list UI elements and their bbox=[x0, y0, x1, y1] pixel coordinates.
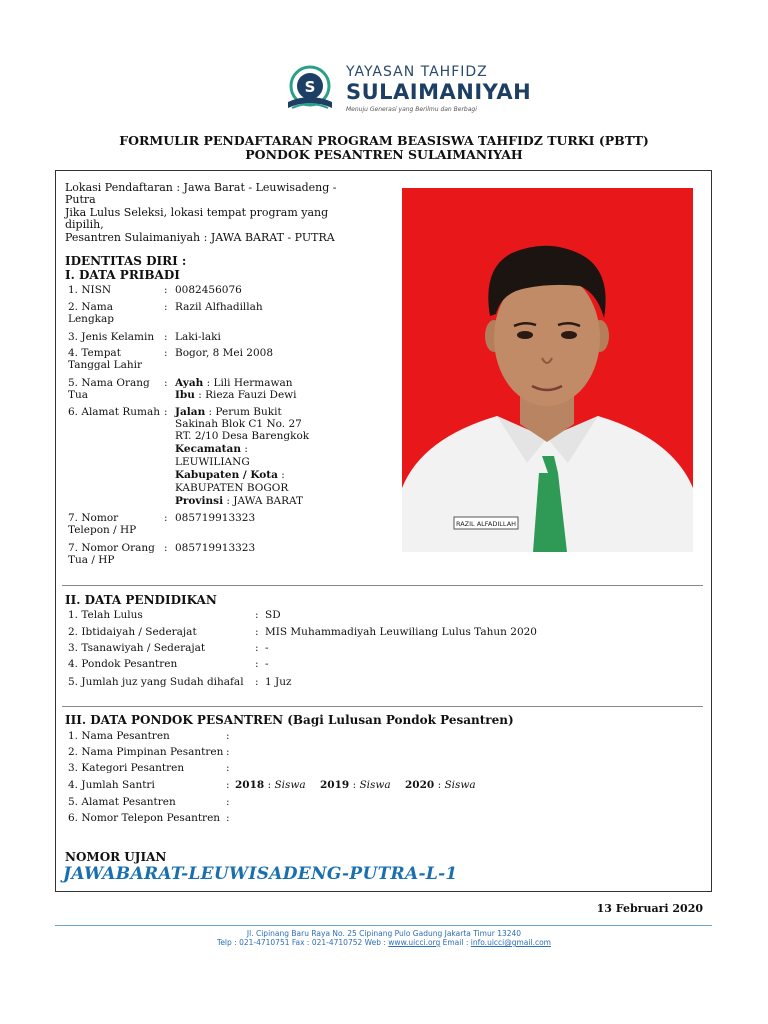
pesantren-row-label: 5. Alamat Pesantren bbox=[68, 796, 176, 808]
student-portrait-image bbox=[402, 188, 693, 552]
birth-value: Bogor, 8 Mei 2008 bbox=[175, 347, 274, 359]
city-sep: : bbox=[277, 469, 285, 481]
santri-year: 2020 bbox=[405, 779, 435, 791]
selection-location-line2: dipilih, bbox=[65, 218, 104, 231]
colon: : bbox=[434, 779, 445, 791]
mother-value: : Rieza Fauzi Dewi bbox=[194, 389, 297, 401]
colon: : bbox=[164, 301, 168, 313]
district-sep: : bbox=[240, 443, 248, 455]
education-row-value: SD bbox=[265, 609, 281, 621]
colon: : bbox=[164, 542, 168, 554]
colon: : bbox=[226, 746, 230, 758]
colon: : bbox=[264, 779, 275, 791]
colon: : bbox=[164, 347, 168, 359]
santri-year: 2019 bbox=[320, 779, 350, 791]
phone-label: 7. Nomor bbox=[68, 512, 119, 524]
org-tagline: Menuju Generasi yang Berilmu dan Berbagi bbox=[346, 106, 477, 113]
form-subtitle: PONDOK PESANTREN SULAIMANIYAH bbox=[245, 147, 523, 162]
colon: : bbox=[164, 406, 168, 418]
district-line bbox=[175, 443, 248, 456]
student-photo bbox=[402, 188, 693, 552]
nisn-value: 0082456076 bbox=[175, 284, 242, 296]
birth-label: 4. Tempat bbox=[68, 347, 121, 359]
education-row-label: 1. Telah Lulus bbox=[68, 609, 143, 621]
city-key: Kabupaten / Kota bbox=[175, 469, 278, 481]
father-key: Ayah bbox=[175, 377, 204, 389]
selection-location-line1: Jika Lulus Seleksi, lokasi tempat program yang bbox=[65, 206, 329, 219]
footer-divider bbox=[55, 925, 712, 926]
education-row-label: 5. Jumlah juz yang Sudah dihafal bbox=[68, 676, 244, 688]
parents-label: 5. Nama Orang bbox=[68, 377, 150, 389]
footer-contact-prefix: Telp : 021-4710751 Fax : 021-4710752 Web : bbox=[217, 938, 389, 947]
mother-key: Ibu bbox=[175, 389, 195, 401]
colon: : bbox=[164, 331, 168, 343]
santri-unit: Siswa bbox=[274, 779, 306, 791]
form-date: 13 Februari 2020 bbox=[596, 902, 703, 915]
parent-phone-label-cont: Tua / HP bbox=[68, 554, 115, 566]
exam-number-value: JAWABARAT-LEUWISADENG-PUTRA-L-1 bbox=[63, 864, 458, 884]
education-row-value: - bbox=[265, 642, 269, 654]
full-name-value: Razil Alfhadillah bbox=[175, 301, 263, 313]
section-education-title: II. DATA PENDIDIKAN bbox=[65, 593, 217, 607]
santri-unit: Siswa bbox=[359, 779, 391, 791]
website-link[interactable]: www.uicci.org bbox=[388, 938, 441, 947]
section-pesantren-title: III. DATA PONDOK PESANTREN (Bagi Lulusan Pondok Pesantren) bbox=[65, 713, 514, 727]
city-value: KABUPATEN BOGOR bbox=[175, 482, 289, 494]
sulaimaniyah-logo-icon bbox=[282, 62, 338, 118]
education-row-label: 3. Tsanawiyah / Sederajat bbox=[68, 642, 206, 654]
full-name-label: 2. Nama bbox=[68, 301, 114, 313]
name-tag-text: RAZIL ALFADILLAH bbox=[455, 520, 517, 528]
province-value: : JAWA BARAT bbox=[223, 495, 304, 507]
selected-pesantren: Pesantren Sulaimaniyah : JAWA BARAT - PUTRA bbox=[65, 231, 335, 244]
form-title: FORMULIR PENDAFTARAN PROGRAM BEASISWA TAHFIDZ TURKI (PBTT) bbox=[119, 133, 649, 148]
pesantren-row-label: 4. Jumlah Santri bbox=[68, 779, 155, 791]
mother-name bbox=[175, 389, 297, 402]
colon: : bbox=[226, 730, 230, 742]
district-key: Kecamatan bbox=[175, 443, 241, 455]
santri-year-entry bbox=[235, 779, 306, 792]
section-personal-data-title: I. DATA PRIBADI bbox=[65, 268, 180, 282]
street-value: : Perum Bukit bbox=[205, 406, 282, 418]
footer-address: Jl. Cipinang Baru Raya No. 25 Cipinang Pulo Gadung Jakarta Timur 13240 bbox=[246, 929, 522, 938]
colon: : bbox=[349, 779, 360, 791]
org-name-line1: YAYASAN TAHFIDZ bbox=[346, 64, 488, 80]
footer-email-prefix: Email : bbox=[440, 938, 471, 947]
pesantren-row-label: 3. Kategori Pesantren bbox=[68, 762, 185, 774]
parent-phone-label: 7. Nomor Orang bbox=[68, 542, 155, 554]
colon: : bbox=[255, 609, 259, 621]
education-row-value: MIS Muhammadiyah Leuwiliang Lulus Tahun 2020 bbox=[265, 626, 537, 638]
santri-unit: Siswa bbox=[444, 779, 476, 791]
santri-year-entry bbox=[405, 779, 476, 792]
org-name-line2: SULAIMANIYAH bbox=[346, 80, 532, 104]
colon: : bbox=[226, 812, 230, 824]
colon: : bbox=[255, 642, 259, 654]
father-value: : Lili Hermawan bbox=[203, 377, 293, 389]
nisn-label: 1. NISN bbox=[68, 284, 112, 296]
phone-label-cont: Telepon / HP bbox=[68, 524, 137, 536]
parents-label-cont: Tua bbox=[68, 389, 89, 401]
education-row-value: - bbox=[265, 658, 269, 670]
pesantren-row-label: 2. Nama Pimpinan Pesantren bbox=[68, 746, 224, 758]
colon: : bbox=[255, 658, 259, 670]
gender-label: 3. Jenis Kelamin bbox=[68, 331, 155, 343]
organization-logo bbox=[282, 62, 532, 120]
phone-value: 085719913323 bbox=[175, 512, 256, 524]
registration-location-line2: Putra bbox=[65, 193, 96, 206]
street-key: Jalan bbox=[175, 406, 206, 418]
street-line3: RT. 2/10 Desa Barengkok bbox=[175, 430, 310, 442]
province-key: Provinsi bbox=[175, 495, 224, 507]
exam-number-label: NOMOR UJIAN bbox=[65, 850, 167, 864]
province-line bbox=[175, 495, 303, 508]
email-link[interactable]: info.uicci@gmail.com bbox=[470, 938, 551, 947]
santri-year-entry bbox=[320, 779, 391, 792]
street-line2: Sakinah Blok C1 No. 27 bbox=[175, 418, 302, 430]
colon: : bbox=[226, 762, 230, 774]
education-row-label: 2. Ibtidaiyah / Sederajat bbox=[68, 626, 197, 638]
pesantren-row-label: 6. Nomor Telepon Pesantren bbox=[68, 812, 221, 824]
section-divider bbox=[62, 585, 703, 586]
svg-text:S: S bbox=[304, 78, 316, 96]
district-value: LEUWILIANG bbox=[175, 456, 250, 468]
registration-location-line1: Lokasi Pendaftaran : Jawa Barat - Leuwisadeng - bbox=[65, 181, 337, 194]
footer-contact bbox=[0, 938, 768, 947]
colon: : bbox=[226, 779, 230, 791]
colon: : bbox=[164, 377, 168, 389]
identity-heading: IDENTITAS DIRI : bbox=[65, 254, 187, 268]
gender-value: Laki-laki bbox=[175, 331, 221, 343]
education-row-label: 4. Pondok Pesantren bbox=[68, 658, 178, 670]
santri-year: 2018 bbox=[235, 779, 265, 791]
colon: : bbox=[164, 512, 168, 524]
parent-phone-value: 085719913323 bbox=[175, 542, 256, 554]
pesantren-row-label: 1. Nama Pesantren bbox=[68, 730, 170, 742]
education-row-value: 1 Juz bbox=[265, 676, 292, 688]
full-name-label-cont: Lengkap bbox=[68, 313, 115, 325]
address-label: 6. Alamat Rumah bbox=[68, 406, 160, 418]
colon: : bbox=[255, 676, 259, 688]
colon: : bbox=[164, 284, 168, 296]
colon: : bbox=[226, 796, 230, 808]
section-divider bbox=[62, 706, 703, 707]
colon: : bbox=[255, 626, 259, 638]
birth-label-cont: Tanggal Lahir bbox=[68, 359, 142, 371]
city-line bbox=[175, 469, 285, 482]
